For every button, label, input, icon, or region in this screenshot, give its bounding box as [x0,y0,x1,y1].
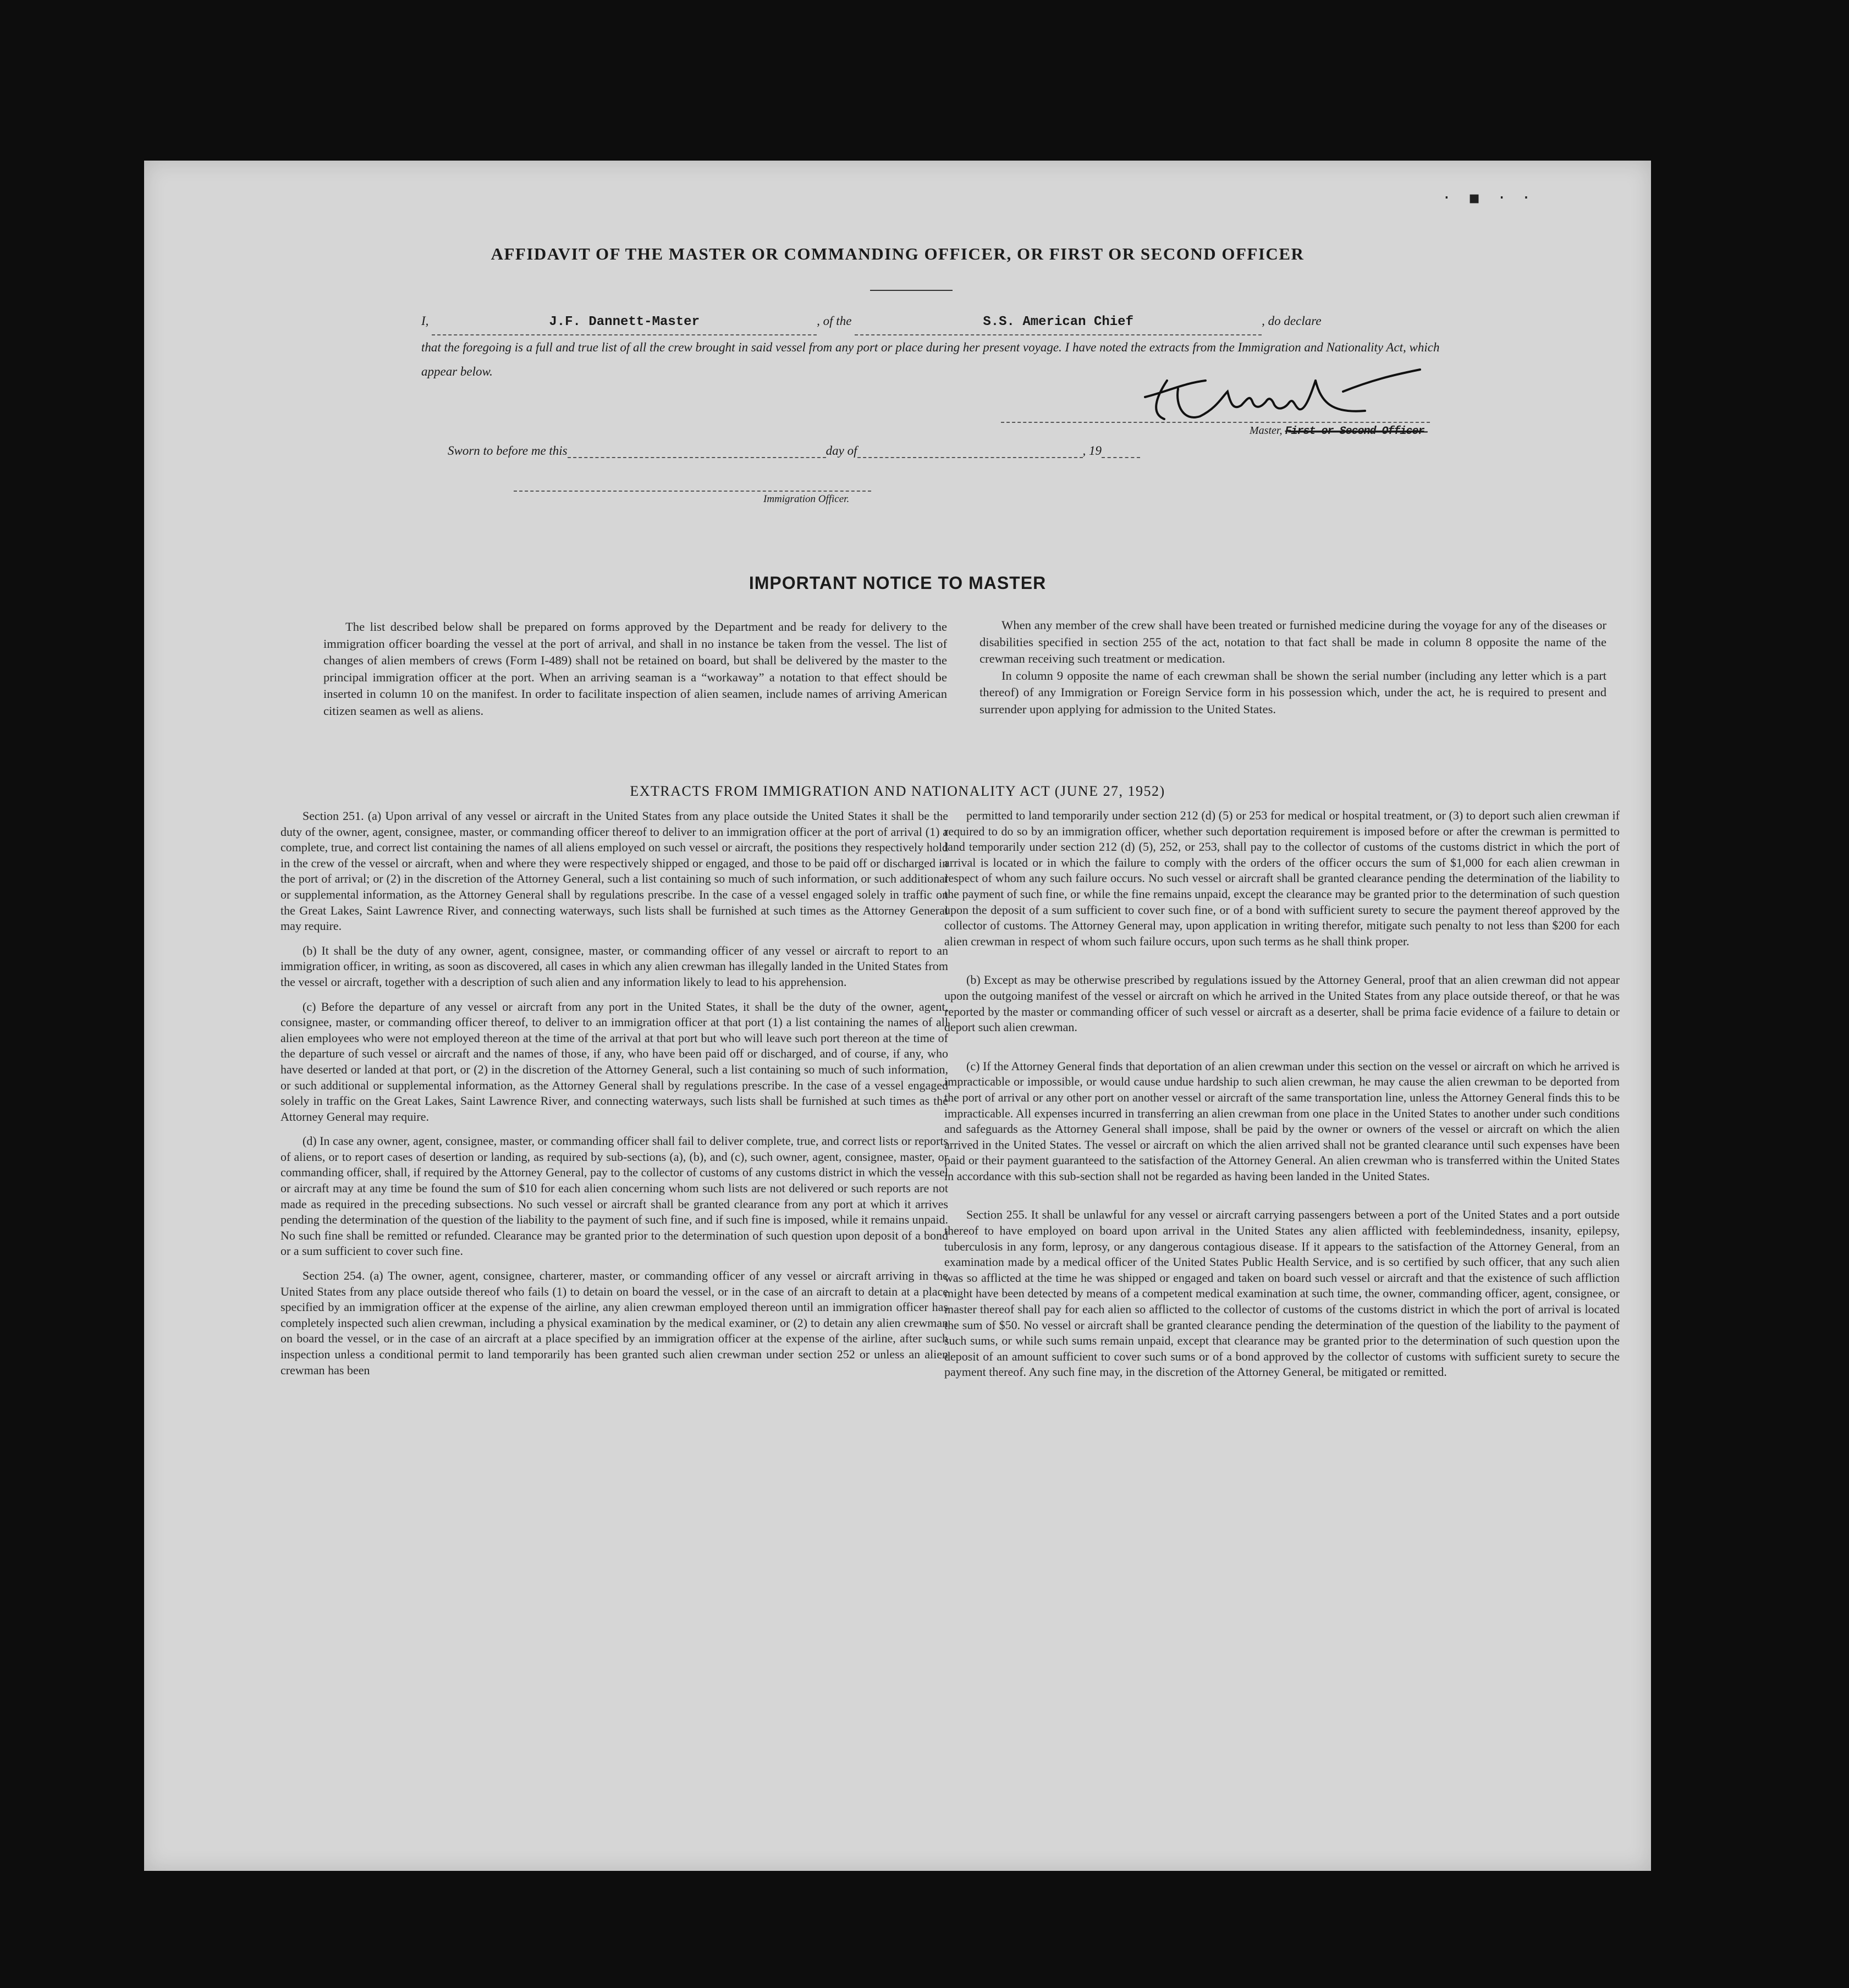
declaration-i: I, [421,314,429,328]
document-sheet [144,161,1651,1871]
sworn-day-of: day of [826,444,857,458]
section-254-a-continued: permitted to land temporarily under section 212 (d) (5) or 253 for medical or hospital treatment, or (3) to deport such alien crewman if required to do so by an immigration officer, whether such deportation requirement is imposed before or after the crewman is permitted to land temporarily under section 212 (d) (5), 252, or 253, shall pay to the collector of customs of the customs district in which the port of arrival is located or in which the failure to comply with the orders of the officer occurs the sum of $1,000 for each alien crewman in respect of whom any such failure occurs. No such vessel or aircraft shall be granted clearance pending the determination of the liability to the payment of such fine, or while the fine remains unpaid, except the clearance may be granted prior to the determination of such question upon the deposit of a sum sufficient to cover such fine, or of a bond with sufficient surety to secure the payment thereof approved by the collector of customs. The Attorney General may, upon application in writing therefor, mitigate such penalty to not less than $200 for each alien crewman in respect of whom such failure occurs, upon such terms as he shall think proper. [944,808,1620,948]
sworn-year-field [1102,445,1140,458]
notice-right-paragraph-2: In column 9 opposite the name of each crewman shall be shown the serial number (including any letter which is a part thereof) of any Immigration or Foreign Service form in his possession which, under the act, he is required to present and surrender upon applying for admission to the United States. [979,668,1606,716]
section-251-a: Section 251. (a) Upon arrival of any vessel or aircraft in the United States from any place outside the United States it shall be the duty of the owner, agent, consignee, master, or commanding officer thereof to deliver to an immigration officer at the port of arrival (1) a complete, true, and correct list containing the names of all aliens employed on such vessel or aircraft, the positions they respectively hold in the crew of the vessel or aircraft, when and where they were respectively shipped or engaged, and those to be paid off or discharged in the port of arrival; or (2) in the discretion of the Attorney General, such a list containing so much of such information, or such additional or supplemental information, as the Attorney General shall by regulations prescribe. In the case of a vessel engaged solely in traffic on the Great Lakes, Saint Lawrence River, and connecting waterways, such lists shall be furnished at such times as the Attorney General may require. [280,809,948,933]
notice-left-column [323,619,947,719]
declaration-body: that the foregoing is a full and true list of all the crew brought in said vessel from any port or place during her present voyage. I have noted the extracts from the Immigration and Nationality Act, which appear below. [421,340,1440,378]
notice-right-column [979,617,1606,718]
vessel-name-field: S.S. American Chief [855,310,1262,335]
signature-line [1001,422,1430,423]
immigration-officer-caption: Immigration Officer. [763,493,850,505]
extracts-right-column [944,808,1620,1389]
declaration-of-the: , of the [817,314,852,328]
section-254-a: Section 254. (a) The owner, agent, consignee, charterer, master, or commanding officer of any vessel or aircraft arriving in the United States from any place outside thereof who fails (1) to detain on board the vessel, or in the case of an aircraft to detain at a place specified by an immigration officer at the expense of the airline, any alien crewman employed thereon until an immigration officer has completely inspected such alien crewman, including a physical examination by the medical examiner, or (2) to detain any alien crewman on board the vessel, or in the case of an aircraft at a place specified by an immigration officer at the expense of the airline, after such inspection unless a conditional permit to land temporarily has been granted such alien crewman under section 252 or unless an alien crewman has been [280,1269,948,1377]
extracts-heading: EXTRACTS FROM IMMIGRATION AND NATIONALITY ACT (JUNE 27, 1952) [630,783,1165,799]
signature-caption [1250,425,1424,438]
immigration-officer-line [514,491,871,492]
declaration-line [421,309,1466,335]
signature-caption-struck: F̶i̶r̶s̶t̶ ̶o̶r̶ ̶S̶e̶c̶o̶n̶d̶ ̶O̶f̶f̶i̶c̶e̶r̶ [1285,425,1424,438]
section-251-c: (c) Before the departure of any vessel or aircraft from any port in the United States, it shall be the duty of the owner, agent, consignee, master, or commanding officer thereof, to deliver to an immigration officer at that port (1) a list containing the names of all alien employees who were not employed thereon at the time of the arrival at that port but who will leave such port thereon at the time of the departure of such vessel or aircraft and the names of those, if any, who have been paid off or discharged, and of course, if any, who have deserted or landed at that port, or (2) in the discretion of the Attorney General, such a list containing so much of such information, or such additional or supplemental information, as the Attorney General shall by regulations prescribe. In the case of a vessel engaged solely in traffic on the Great Lakes, Saint Lawrence River, and connecting waterways, such lists shall be furnished at such times as the Attorney General may require. [280,999,948,1124]
section-251-d: (d) In case any owner, agent, consignee, master, or commanding officer shall fail to deliver complete, true, and correct lists or reports of aliens, or to report cases of desertion or landing, as required by sub-sections (a), (b), and (c), such owner, agent, consignee, master, or commanding officer, shall, if required by the Attorney General, pay to the collector of customs of any customs district in which the vessel or aircraft may at any time be found the sum of $10 for each alien concerning whom such lists are not delivered or such reports are not made as required in the preceding subsections. No such vessel or aircraft shall be granted clearance from any port at which it arrives pending the determination of the question of the liability to the payment of such fine, and if such fine is imposed, while it remains unpaid. No such fine shall be remitted or refunded. Clearance may be granted prior to the determination of such question upon deposit of a bond or a sum sufficient to cover such fine. [280,1134,949,1258]
section-255: Section 255. It shall be unlawful for any vessel or aircraft carrying passengers between a port of the United States and a port outside thereof to have employed on board upon arrival in the United States any alien afflicted with feeblemindedness, insanity, epilepsy, tuberculosis in any form, leprosy, or any dangerous contagious disease. If it appears to the satisfaction of the Attorney General, from an examination made by a medical officer of the United States Public Health Service, and is so certified by such officer, that any such alien was so afflicted at the time he was shipped or engaged and taken on board such vessel or aircraft and that the existence of such affliction might have been detected by means of a competent medical examination at such time, the owner, commanding officer, agent, consignee, or master thereof shall pay for each alien so afflicted to the collector of customs of the customs district in which the port of arrival is located the sum of $50. No vessel or aircraft shall be granted clearance pending the determination of the question of the liability to the payment of such sums, or while such sums remain unpaid, except that clearance may be granted prior to the determination of such question upon the deposit of an amount sufficient to cover such sums or of a bond approved by the collector of customs with sufficient surety to secure the payment thereof. Any such fine may, in the discretion of the Attorney General, be mitigated or remitted. [944,1208,1620,1379]
notice-left-paragraph: The list described below shall be prepared on forms approved by the Department and be ready for delivery to the immigration officer boarding the vessel at the port of arrival, and shall in no instance be taken from the vessel. The list of changes of alien members of crews (Form I-489) shall not be retained on board, but shall be delivered by the master to the principal immigration officer at the port. When an arriving seaman is a “workaway” a notation to that effect should be inserted in column 10 on the manifest. In order to facilitate inspection of alien seamen, include names of arriving American citizen seamen as well as aliens. [323,620,947,718]
edge-marks: · ▪ · · [1444,187,1536,208]
sworn-prefix: Sworn to before me this [448,444,568,458]
notice-heading: IMPORTANT NOTICE TO MASTER [749,573,1047,593]
extracts-left-column [280,808,948,1387]
master-name-field: J.F. Dannett-Master [432,310,817,335]
sworn-day-field [568,445,826,458]
section-251-b: (b) It shall be the duty of any owner, agent, consignee, master, or commanding officer of any vessel or aircraft to report to an immigration officer, in writing, as soon as discovered, all cases in which any alien crewman has illegally landed in the United States from the vessel or aircraft, together with a description of such alien and any information likely to lead to his apprehension. [280,943,948,989]
section-254-c: (c) If the Attorney General finds that deportation of an alien crewman under this section on the vessel or aircraft on which he arrived is impracticable or impossible, or would cause undue hardship to such alien crewman, he may cause the alien crewman to be deported from the port of arrival or any other port on another vessel or aircraft of the same transportation line, unless the Attorney General finds this to be impracticable. All expenses incurred in transferring an alien crewman from one place in the United States to another under such conditions and safeguards as the Attorney General shall impose, shall be paid by the owner or owners of the vessel or aircraft on which the alien arrived in the United States. The vessel or aircraft on which the alien arrived shall not be granted clearance until such expenses have been paid or their payment guaranteed to the satisfaction of the Attorney General. An alien crewman who is transferred within the United States in accordance with this sub-section shall not be regarded as having been landed in the United States. [944,1059,1620,1183]
title-divider [870,290,953,291]
declaration-do-declare: , do declare [1262,314,1322,328]
notice-right-paragraph-1: When any member of the crew shall have been treated or furnished medicine during the voyage for any of the diseases or disabilities specified in section 255 of the act, notation to that fact shall be made in column 8 opposite the name of the crewman receiving such treatment or medication. [979,618,1606,665]
section-254-b: (b) Except as may be otherwise prescribed by regulations issued by the Attorney General, proof that an alien crewman did not appear upon the outgoing manifest of the vessel or aircraft on which he arrived in the United States from any place outside thereof, or that he was reported by the master or commanding officer of such vessel or aircraft as a deserter, shall be prima facie evidence of a failure to detain or deport such alien crewman. [944,973,1620,1034]
signature-caption-master: Master, [1250,425,1283,437]
sworn-year: , 19 [1082,444,1102,458]
handwritten-signature [1134,359,1442,430]
affidavit-title: AFFIDAVIT OF THE MASTER OR COMMANDING OFFICER, OR FIRST OR SECOND OFFICER [491,244,1305,263]
sworn-line [448,444,1140,458]
sworn-month-field [857,445,1083,458]
